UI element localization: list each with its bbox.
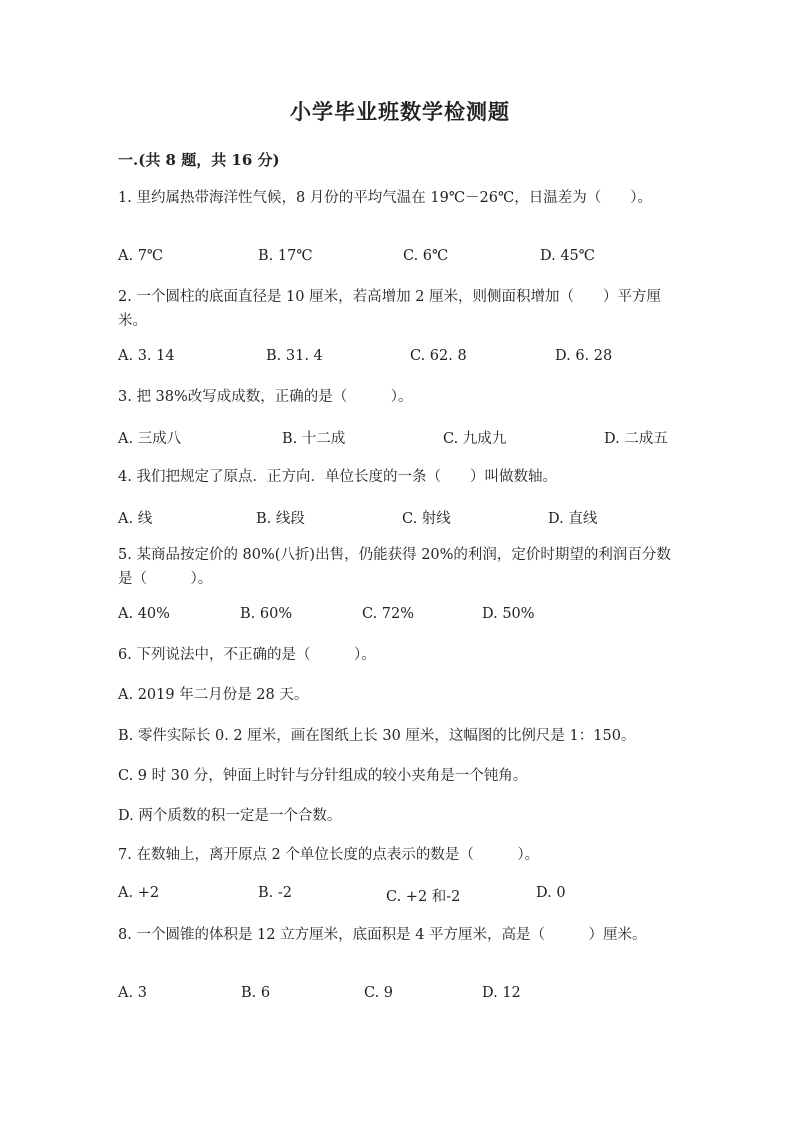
question-2-options <box>118 348 718 370</box>
question-7-options <box>118 885 718 907</box>
option-d: D. 两个质数的积一定是一个合数。 <box>118 808 342 824</box>
question-6: 6. 下列说法中，不正确的是（ ）。 <box>118 647 376 663</box>
question-4-options <box>118 507 718 529</box>
question-3: 3. 把 38%改写成成数，正确的是（ ）。 <box>118 389 413 405</box>
option-c: C. 射线 <box>402 511 451 527</box>
option-b: B. 6 <box>241 985 271 1001</box>
option-b: B. 17℃ <box>258 248 313 264</box>
option-c: C. +2 和-2 <box>386 889 461 905</box>
option-d: D. 二成五 <box>604 431 668 447</box>
option-c: C. 9 时 30 分，钟面上时针与分针组成的较小夹角是一个钝角。 <box>118 768 528 784</box>
option-b: B. 线段 <box>256 511 305 527</box>
question-5: 5. 某商品按定价的 80%(八折)出售，仍能获得 20%的利润，定价时期望的利润百分数是（ ）。 <box>118 547 671 587</box>
option-c: C. 6℃ <box>403 248 449 264</box>
option-a: A. 3. 14 <box>118 348 175 364</box>
option-d: D. 45℃ <box>540 248 595 264</box>
option-a: A. +2 <box>118 885 160 901</box>
section-heading: 一.(共 8 题，共 16 分) <box>118 151 280 169</box>
option-b: B. 零件实际长 0. 2 厘米，画在图纸上长 30 厘米，这幅图的比例尺是 1：150。 <box>118 728 636 744</box>
option-a: A. 2019 年二月份是 28 天。 <box>118 687 309 703</box>
question-7: 7. 在数轴上，离开原点 2 个单位长度的点表示的数是（ ）。 <box>118 847 540 863</box>
option-d: D. 50% <box>482 606 535 622</box>
option-a: A. 7℃ <box>118 248 164 264</box>
page-title: 小学毕业班数学检测题 <box>290 99 510 124</box>
question-1: 1. 里约属热带海洋性气候，8 月份的平均气温在 19℃－26℃，日温差为（ ）。 <box>118 190 652 206</box>
option-a: A. 40% <box>118 606 170 622</box>
option-a: A. 线 <box>118 511 153 527</box>
option-a: A. 三成八 <box>118 431 182 447</box>
option-c: C. 9 <box>364 985 394 1001</box>
question-8: 8. 一个圆锥的体积是 12 立方厘米，底面积是 4 平方厘米，高是（ ）厘米。 <box>118 927 647 943</box>
question-5-options <box>118 606 718 628</box>
question-3-options <box>118 427 718 449</box>
option-b: B. 60% <box>240 606 293 622</box>
question-1-options <box>118 248 718 270</box>
question-4: 4. 我们把规定了原点．正方向．单位长度的一条（ ）叫做数轴。 <box>118 469 557 485</box>
option-b: B. -2 <box>258 885 292 901</box>
option-d: D. 6. 28 <box>555 348 613 364</box>
option-d: D. 12 <box>482 985 521 1001</box>
option-d: D. 直线 <box>548 511 598 527</box>
question-8-options <box>118 985 718 1007</box>
question-2: 2. 一个圆柱的底面直径是 10 厘米，若高增加 2 厘米，则侧面积增加（ ）平方厘米。 <box>118 289 662 329</box>
option-d: D. 0 <box>536 885 566 901</box>
option-c: C. 72% <box>362 606 415 622</box>
option-c: C. 62. 8 <box>410 348 467 364</box>
option-c: C. 九成九 <box>443 431 507 447</box>
option-b: B. 十二成 <box>282 431 346 447</box>
option-a: A. 3 <box>118 985 147 1001</box>
option-b: B. 31. 4 <box>266 348 323 364</box>
